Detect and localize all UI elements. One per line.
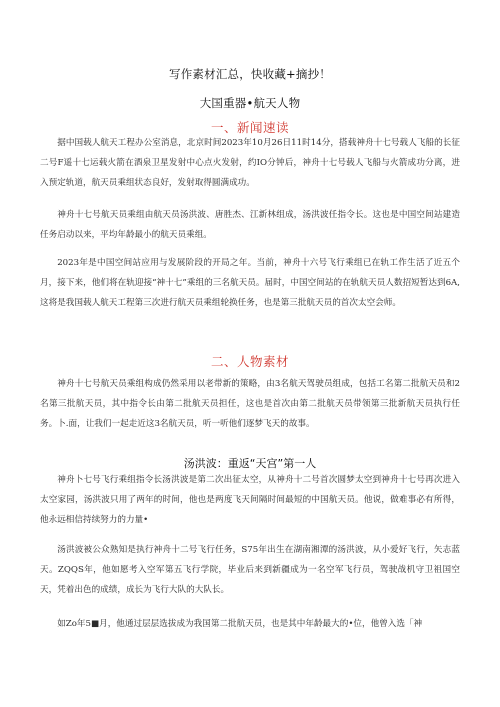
header-line-1: 写作素材汇总，快收藏+摘抄！ bbox=[169, 67, 331, 81]
section-title-people: 二、人物素材 bbox=[210, 354, 289, 369]
people-paragraph-2: 神舟卜七号飞行乘组指令长汤洪波是第二次出征太空，从神舟十二号首次圆梦太空到神舟十七号再次进入太空家园，汤洪波只用了两年的时间，他也是两度飞天间隔时间最短的中国航天员。他说，做难事必有所得，他永远相信持续努力的力量• bbox=[40, 475, 460, 525]
header-line-2: 大国重器•航天人物 bbox=[199, 96, 301, 110]
news-paragraph-1: 据中国载人航天工程办公室消息，北京时间2023年10月26日11时14分，搭载神舟十七号载人飞船的长征二号F遥十七运载火箭在酒泉卫星发射中心点火发射，约IO分钟后，神舟十七号载人飞船与火箭成功分离，进入预定轨道，航天员乘组状态良好，发射取得圆满成功。 bbox=[40, 138, 460, 188]
people-paragraph-1: 神舟十七号航天员乘组构成仍然采用以老带新的策略，由3名航天驾驶员组成，包括工名第二批航天员和2名第三批航天员，其中指令长由第二批航天员担任，这也是首次由第二批航天员带领第三批新航天员执行任务。卜.面，让我们一起走近这3名航天员，听一听他们逐梦飞天的故事。 bbox=[40, 379, 460, 429]
section-title-news: 一、新闻速读 bbox=[210, 120, 289, 135]
subsection-title: 汤洪波：重返“天宫”第一人 bbox=[183, 457, 317, 470]
news-paragraph-2: 神舟十七号航天员乘组由航天员汤洪波、唐胜杰、江新林组成，汤洪波任指令长。这也是中国空间站建造任务启动以来，平均年龄最小的航天员乘组。 bbox=[40, 210, 460, 240]
people-paragraph-4: 如Zo年5■月，他通过层层选拔成为我国第二批航天员，也是其中年龄最大的•位，他曾入选「神 bbox=[57, 619, 423, 629]
news-paragraph-3: 2023年是中国空间站应用与发展阶段的开局之年。当前，神舟十六号飞行乘组已在轨工作生活了近五个月，接下来，他们将在轨迎接“神十七”乘组的三名航天员。届时，中国空间站的在轨航天员人数招短暂达到6A,这将是我国载人航天工程第三次进行航天员乘组轮换任务，也是第三批航天员的首次太空会师。 bbox=[40, 258, 460, 308]
people-paragraph-3: 汤洪波被公众熟知是执行神舟十二号飞行任务，S75年出生在湖南湘潭的汤洪波，从小爱好飞行，矢志蓝天。ZQQS年，他如愿考入空军第五飞行学院，毕业后来到新疆成为一名空军飞行员，驾驶战机守卫祖国空天，凭着出色的成绩，成长为飞行大队的大队长。 bbox=[40, 545, 460, 595]
